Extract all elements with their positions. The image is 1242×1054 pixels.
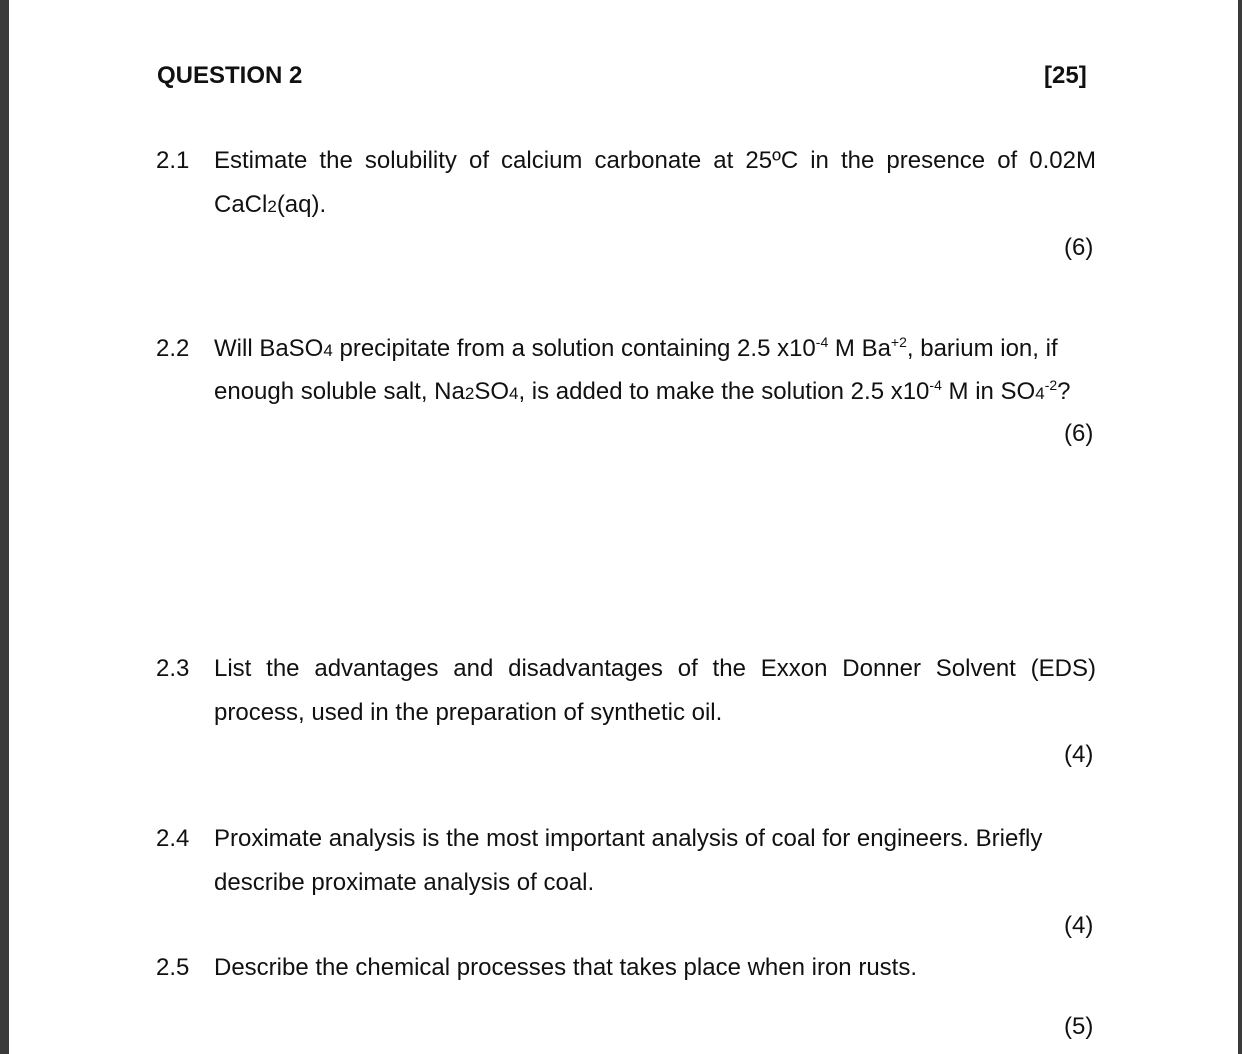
question-2-2-line-2 [214, 378, 1071, 408]
page-edge-right [1238, 0, 1242, 1054]
superscript: -4 [929, 377, 942, 393]
text-run: ? [1057, 378, 1071, 405]
question-2-4-line-1: Proximate analysis is the most important analysis of coal for engineers. Briefly [214, 825, 1043, 852]
question-2-2-line-1 [214, 335, 1058, 365]
subscript: 4 [509, 384, 519, 403]
question-number-2-4: 2.4 [156, 825, 190, 852]
page-edge-left [0, 0, 9, 1054]
text-run: enough soluble salt, Na [214, 378, 465, 405]
superscript: +2 [890, 334, 907, 350]
marks-2-4: (4) [1064, 912, 1094, 939]
text-run: , barium ion, if [906, 335, 1058, 362]
marks-2-1: (6) [1064, 234, 1094, 261]
question-total-marks: [25] [1044, 62, 1087, 89]
marks-2-5: (5) [1064, 1013, 1094, 1040]
question-2-4-line-2: describe proximate analysis of coal. [214, 869, 595, 896]
subscript: 4 [1035, 384, 1045, 403]
question-2-1-line-2 [214, 191, 326, 221]
question-2-3-line-2: process, used in the preparation of synthetic oil. [214, 699, 723, 726]
subscript: 2 [464, 384, 475, 403]
question-2-5-line-1: Describe the chemical processes that takes place when iron rusts. [214, 954, 917, 981]
superscript: -2 [1044, 377, 1058, 393]
marks-2-3: (4) [1064, 741, 1094, 768]
subscript: 4 [323, 341, 333, 360]
text-run: Will BaSO [214, 335, 324, 362]
question-number-2-5: 2.5 [156, 954, 190, 981]
question-2-3-line-1: List the advantages and disadvantages of the Exxon Donner Solvent (EDS) [214, 655, 1096, 682]
question-number-2-2: 2.2 [156, 335, 190, 362]
text-run: , is added to make the solution 2.5 x10 [518, 378, 930, 405]
marks-2-2: (6) [1064, 420, 1094, 447]
text-run: M in SO [941, 378, 1036, 405]
question-2-1-line-1: Estimate the solubility of calcium carbonate at 25ºC in the presence of 0.02M [214, 147, 1096, 174]
text-run: M Ba [828, 335, 891, 362]
question-number-2-1: 2.1 [156, 147, 190, 174]
question-title: QUESTION 2 [157, 62, 303, 89]
text-run: CaCl [214, 191, 268, 218]
subscript: 2 [267, 197, 277, 216]
text-run: SO [474, 378, 509, 405]
superscript: -4 [815, 334, 829, 350]
question-number-2-3: 2.3 [156, 655, 190, 682]
text-run: precipitate from a solution containing 2.5 x10 [332, 335, 816, 362]
text-run: (aq). [276, 191, 327, 218]
